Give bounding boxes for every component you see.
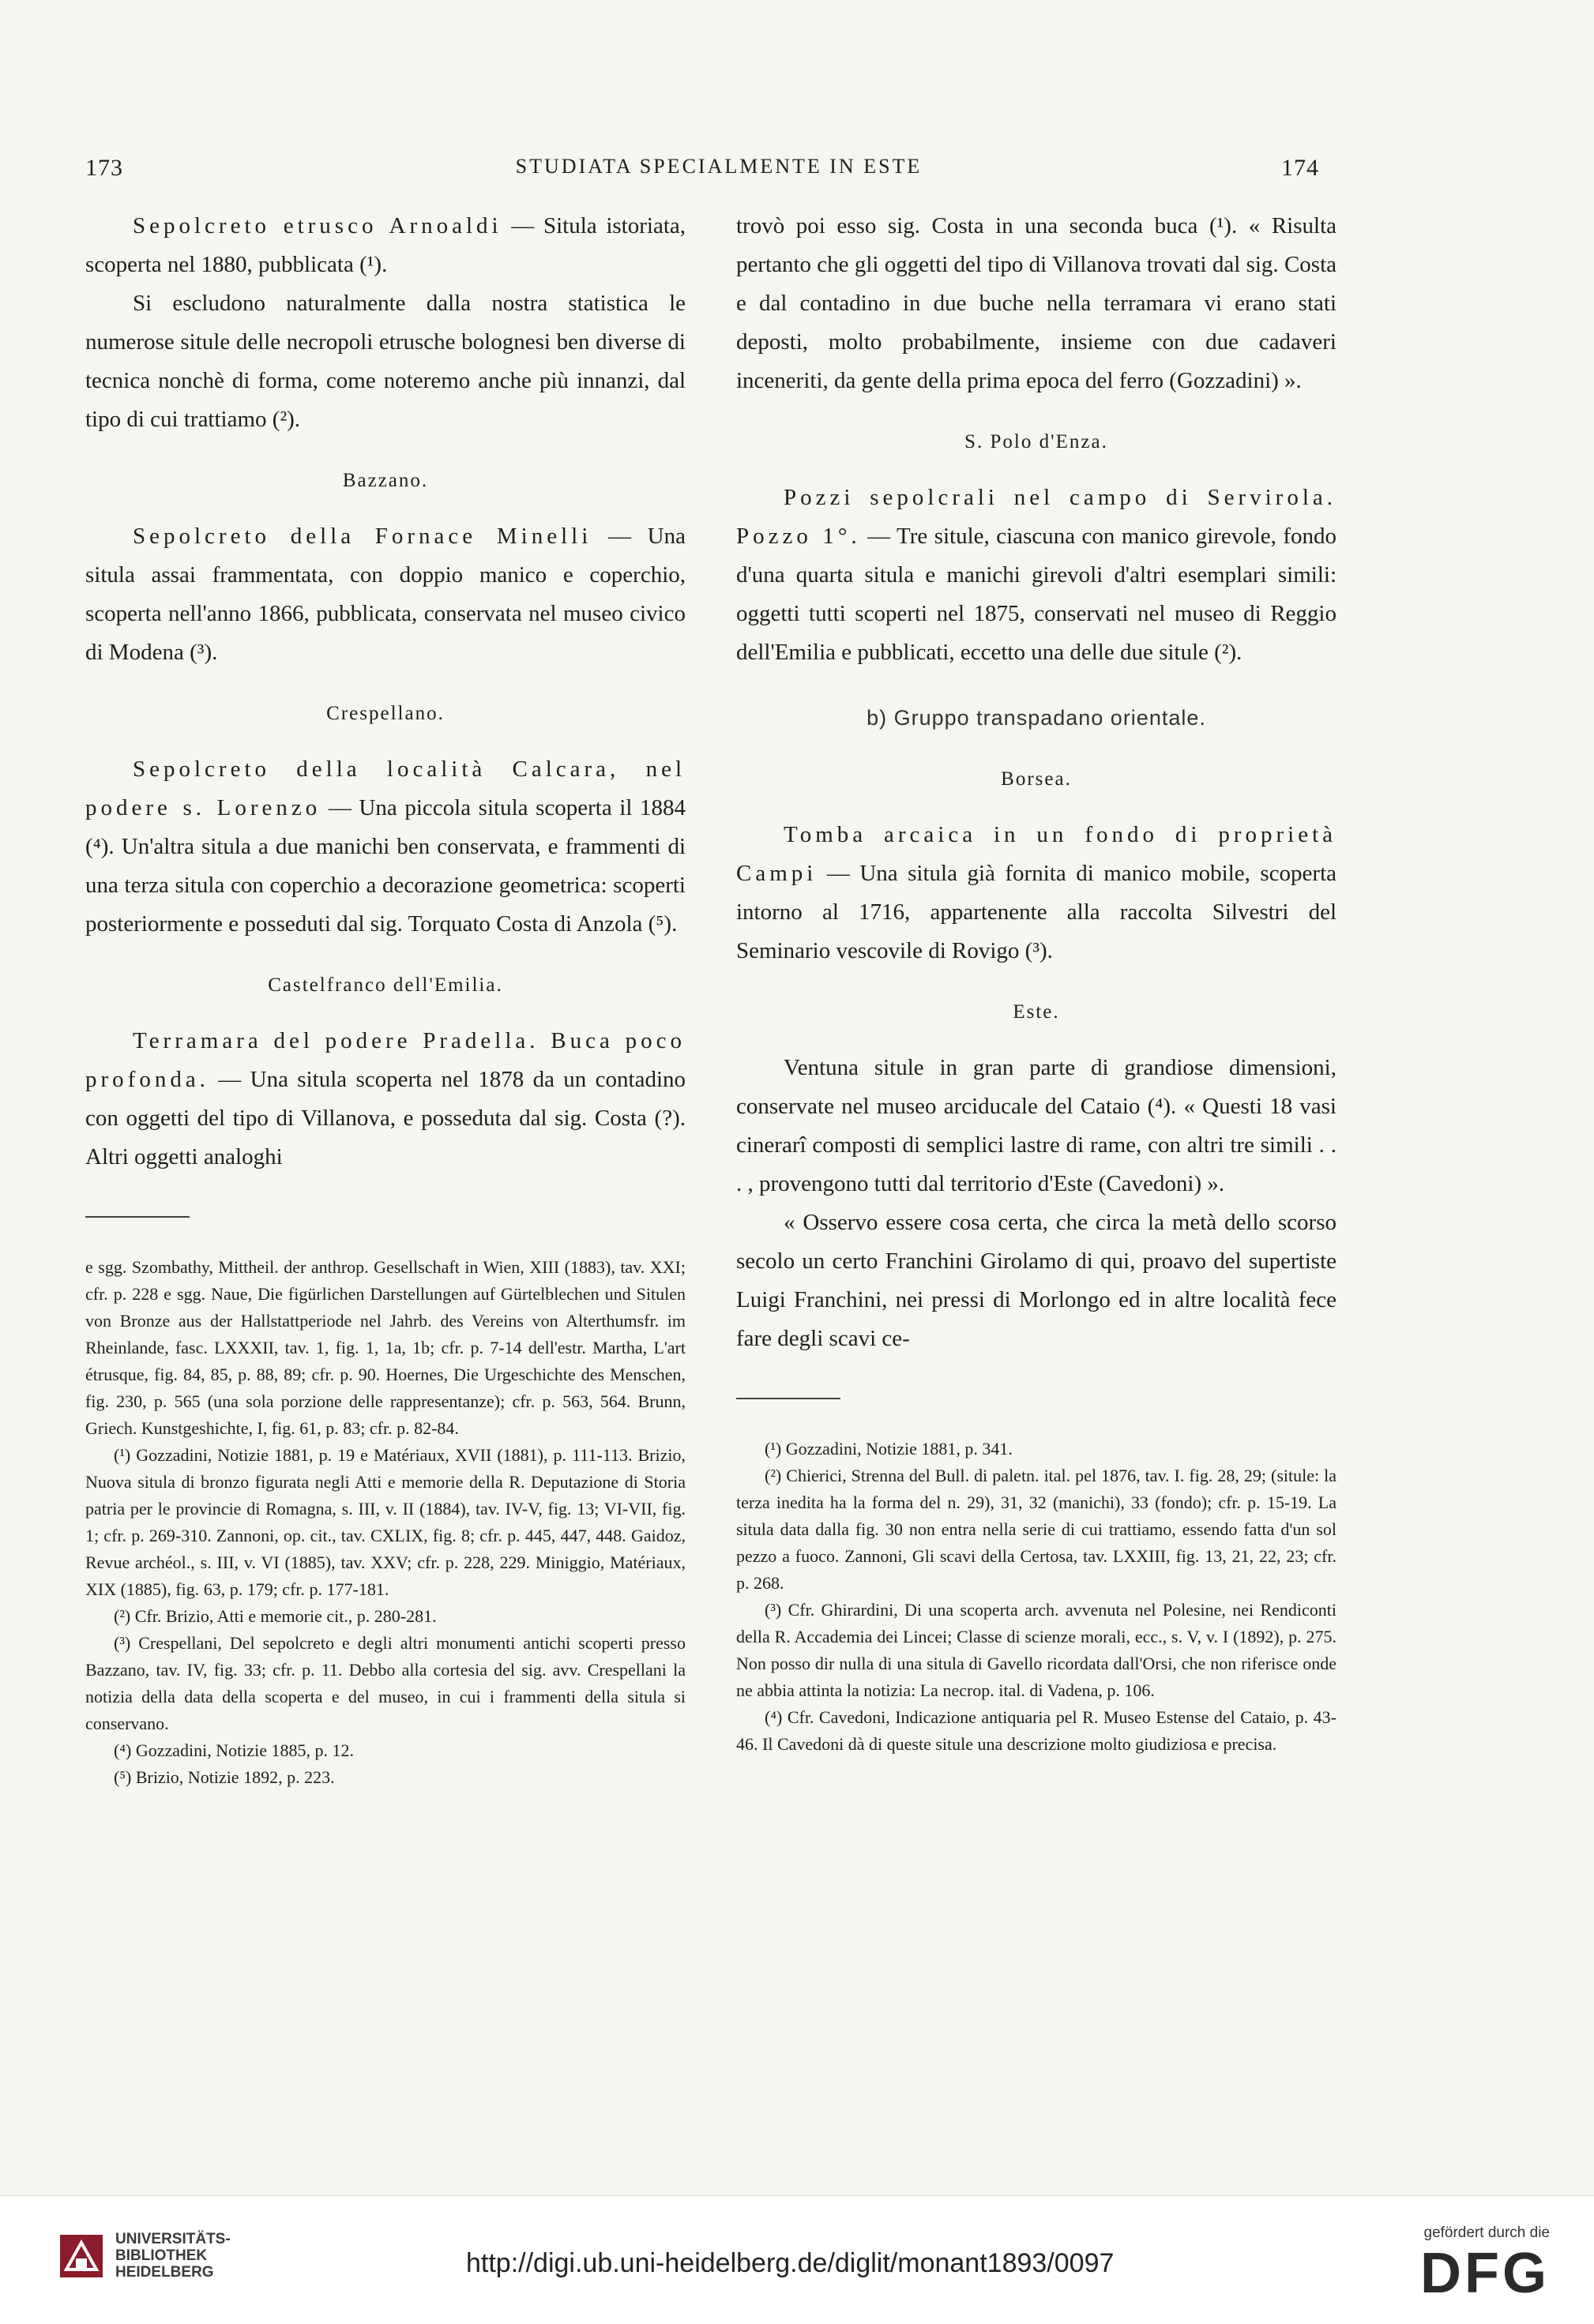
section-heading-borsea: Borsea. (1001, 768, 1072, 790)
library-seal-icon (58, 2233, 104, 2279)
group-heading: b) Gruppo transpadano orientale. (867, 706, 1206, 730)
paragraph-calcara (85, 750, 686, 944)
running-title: STUDIATA SPECIALMENTE IN ESTE (515, 155, 923, 178)
page-number-right: 174 (1281, 155, 1319, 181)
spaced-heading: Sepolcreto etrusco Arnoaldi (133, 213, 502, 238)
paragraph-text: — Una piccola situla scoperta il 1884 (⁴). Un'altra situla a due manichi ben conservata, e frammenti di una terza situla con coperchio a decorazione geometrica: scoperti posteriormente e posseduti dal sig. Torquato Costa di Anzola (⁵). (85, 795, 686, 937)
spaced-heading: Pozzi sepolcrali nel campo di Servirola. Pozzo 1°. (736, 485, 1336, 549)
paragraph-text: — Una situla assai frammentata, con doppio manico e coperchio, scoperta nell'anno 1866, pubblicata, conservata nel museo civico di Modena (³). (85, 524, 686, 665)
footnotes-right (736, 1436, 1336, 1758)
footnote-divider (85, 1216, 190, 1218)
footnote: (²) Chierici, Strenna del Bull. di paletn. ital. pel 1876, tav. I. fig. 28, 29; (situle: la terza inedita ha la forma del n. 29), 31, 32 (manichi), 33 (fondo); cfr. p. 15-19. La situla data dalla fig. 30 non entra nella serie di cui trattiamo, essendo fatta d'un sol pezzo a fuoco. Zannoni, Gli scavi della Certosa, tav. LXXIII, fig. 13, 21, 22, 23; cfr. p. 268. (736, 1466, 1336, 1593)
university-library-name (115, 2231, 231, 2281)
left-column (85, 207, 686, 1791)
paragraph-text: — Una situla già fornita di manico mobile, scoperta intorno al 1716, appartenente alla raccolta Silvestri del Seminario vescovile di Rovigo (³). (736, 861, 1336, 963)
footnote: (¹) Gozzadini, Notizie 1881, p. 341. (765, 1439, 1013, 1459)
uni-line: BIBLIOTHEK (115, 2247, 208, 2264)
paragraph-bolognesi: Si escludono naturalmente dalla nostra statistica le numerose situle delle necropoli etrusche bolognesi ben diverse di tecnica nonchè di forma, come noteremo anche più innanzi, dal tipo di cui trattiamo (²). (85, 291, 686, 432)
footnote-divider (736, 1398, 840, 1399)
uni-line: UNIVERSITÄTS- (115, 2231, 231, 2247)
paragraph-campi (736, 816, 1336, 971)
footnote: (⁴) Gozzadini, Notizie 1885, p. 12. (114, 1740, 354, 1760)
paragraph-pradella (85, 1022, 686, 1177)
section-heading-este: Este. (1013, 1001, 1060, 1023)
footnote: (²) Cfr. Brizio, Atti e memorie cit., p. 280-281. (114, 1606, 437, 1626)
paragraph-arnoaldi (85, 207, 686, 284)
uni-line: HEIDELBERG (115, 2264, 214, 2281)
section-heading-castelfranco: Castelfranco dell'Emilia. (268, 974, 503, 996)
spaced-heading: Sepolcreto della località Calcara, nel podere s. Lorenzo (85, 757, 686, 820)
paragraph-text: — Situla istoriata, scoperta nel 1880, pubblicata (¹). (85, 213, 686, 277)
footnote: (³) Crespellani, Del sepolcreto e degli altri monumenti antichi scoperti presso Bazzano, tav. IV, fig. 33; cfr. p. 11. Debbo alla cortesia del sig. avv. Crespellani la notizia della data della scoperta e del museo, in cui i frammenti della situla si conservano. (85, 1633, 686, 1733)
spaced-heading: Terramara del podere Pradella. Buca poco profonda. (85, 1028, 686, 1092)
footnote: e sgg. Szombathy, Mittheil. der anthrop. Gesellschaft in Wien, XIII (1883), tav. XXI; cfr. p. 228 e sgg. Naue, Die figürlichen Darstellungen auf Gürtelblechen und Situlen von Bronze aus der Hallstattperiode nel Jahrb. des Vereins von Alterthumsfr. im Rheinlande, fasc. LXXXII, tav. 1, fig. 1, 1a, 1b; cfr. p. 7-14 dell'estr. Martha, L'art étrusque, fig. 84, 85, p. 88, 89; cfr. p. 90. Hoernes, Die Urgeschichte des Menschen, fig. 230, p. 565 (una sola porzione delle rappresentanze); cfr. p. 563, 564. Brunn, Griech. Kunstgeshichte, I, fig. 61, p. 83; cfr. p. 82-84. (85, 1257, 686, 1438)
paragraph-costa: trovò poi esso sig. Costa in una seconda buca (¹). « Risulta pertanto che gli oggetti del tipo di Villanova trovati dal sig. Costa e dal contadino in due buche nella terramara vi erano stati deposti, molto probabilmente, insieme con due cadaveri inceneriti, da gente della prima epoca del ferro (Gozzadini) ». (736, 213, 1336, 393)
viewer-footer (0, 2195, 1594, 2324)
paragraph-text: — Tre situle, ciascuna con manico girevole, fondo d'una quarta situla e manichi girevoli d'altri esemplari simili: oggetti tutti scoperti nel 1875, conservati nel museo di Reggio dell'Emilia e pubblicati, eccetto una delle due situle (²). (736, 524, 1337, 665)
paragraph-cataio: Ventuna situle in gran parte di grandiose dimensioni, conservate nel museo arciducale del Cataio (⁴). « Questi 18 vasi cinerarî composti di semplici lastre di rame, con altri tre simili . . . , provengono tutti dal territorio d'Este (Cavedoni) ». (736, 1055, 1336, 1196)
dfg-logo[interactable] (1420, 2225, 1550, 2305)
footnotes-left (85, 1254, 686, 1791)
paragraph-servirola (736, 479, 1336, 672)
footnote: (⁴) Cfr. Cavedoni, Indicazione antiquaria pel R. Museo Estense del Cataio, p. 43-46. Il Cavedoni dà di queste situle una descrizione molto giudiziosa e precisa. (736, 1707, 1336, 1754)
spaced-heading: Tomba arcaica in un fondo di proprietà Campi (736, 822, 1336, 886)
footnote: (¹) Gozzadini, Notizie 1881, p. 19 e Matériaux, XVII (1881), p. 111-113. Brizio, Nuova situla di bronzo figurata negli Atti e memorie della R. Deputazione di Storia patria per le provincie di Romagna, s. III, v. II (1884), tav. IV-V, fig. 13; VI-VII, fig. 1; cfr. p. 269-310. Zannoni, op. cit., tav. CXLIX, fig. 8; cfr. p. 445, 447, 448. Gaidoz, Revue archéol., s. III, v. VI (1885), tav. XXV; cfr. p. 228, 229. Miniggio, Matériaux, XIX (1885), fig. 63, p. 179; cfr. p. 177-181. (85, 1445, 686, 1599)
paragraph-franchini: « Osservo essere cosa certa, che circa la metà dello scorso secolo un certo Franchini Girolamo di qui, proavo del supertiste Luigi Franchini, nei pressi di Morlongo ed in altre località fece fare degli scavi ce- (736, 1210, 1336, 1351)
page-number-left: 173 (85, 155, 123, 181)
section-heading-bazzano: Bazzano. (342, 470, 429, 491)
funded-by-label: gefördert durch die (1423, 2225, 1550, 2241)
footnote: (³) Cfr. Ghirardini, Di una scoperta arch. avvenuta nel Polesine, nei Rendiconti della R. Accademia dei Lincei; Classe di scienze morali, ecc., s. V, v. I (1892), p. 275. Non posso dir nulla di una situla di Gavello ricordata dall'Orsi, che non riferisce onde ne abbia attinta la notizia: La necrop. ital. di Vadena, p. 106. (736, 1600, 1336, 1700)
paragraph-minelli (85, 517, 686, 672)
spaced-heading: Sepolcreto della Fornace Minelli (133, 524, 592, 549)
footnote: (⁵) Brizio, Notizie 1892, p. 223. (114, 1767, 335, 1787)
section-heading-crespellano: Crespellano. (326, 703, 445, 724)
paragraph-text: — Una situla scoperta nel 1878 da un contadino con oggetti del tipo di Villanova, e posseduta dal sig. Costa (?). Altri oggetti analoghi (85, 1067, 686, 1170)
section-heading-polo: S. Polo d'Enza. (964, 431, 1108, 452)
university-library-logo[interactable] (58, 2231, 231, 2281)
permalink-url[interactable]: http://digi.ub.uni-heidelberg.de/diglit/monant1893/0097 (466, 2248, 1115, 2278)
dfg-wordmark: DFG (1420, 2242, 1550, 2305)
right-column (736, 207, 1336, 1758)
